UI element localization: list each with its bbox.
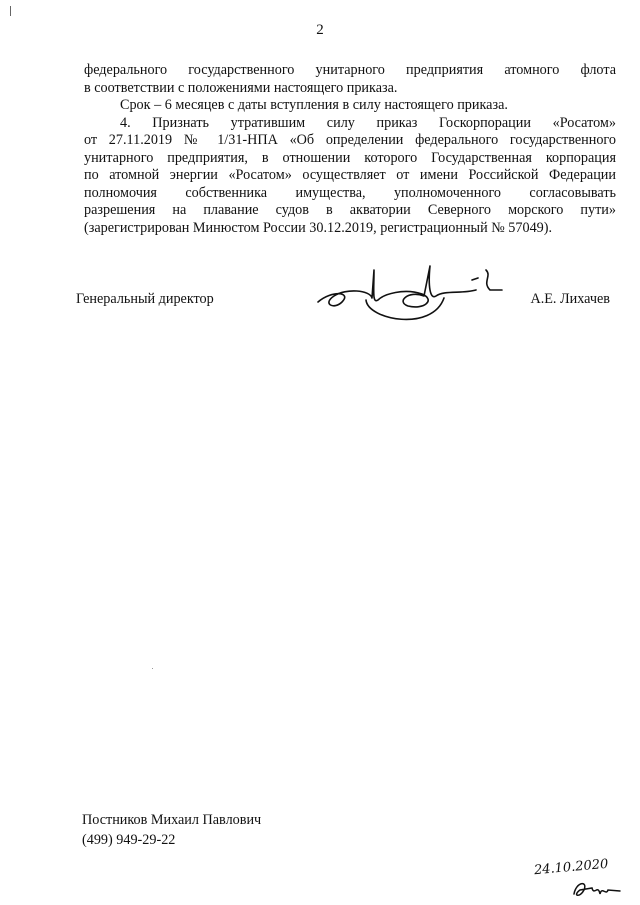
signatory-position: Генеральный директор xyxy=(76,291,214,307)
body-line: полномочия собственника имущества, уполномоченного согласовывать xyxy=(84,184,616,201)
page-number: 2 xyxy=(316,22,324,38)
document-body xyxy=(84,62,616,237)
scan-mark xyxy=(10,6,11,16)
handwritten-date: 24.10.2020 xyxy=(533,856,609,879)
signature-block xyxy=(76,290,616,326)
body-line: разрешения на плавание судов в акватории Северного морского пути» xyxy=(84,202,616,218)
handwritten-initials xyxy=(570,876,626,902)
executor-phone: (499) 949-29-22 xyxy=(82,832,176,848)
body-line: (зарегистрирован Минюстом России 30.12.2019, регистрационный № 57049). xyxy=(84,219,553,236)
executor-name: Постников Михаил Павлович xyxy=(82,812,262,828)
body-line: в соответствии с положениями настоящего приказа. xyxy=(84,79,398,96)
signature-image xyxy=(312,260,512,326)
body-line: по атомной энергии «Росатом» осуществляет от имени Российской Федерации xyxy=(84,167,616,183)
signatory-name: А.Е. Лихачев xyxy=(530,291,610,307)
body-line: от 27.11.2019 № 1/31-НПА «Об определении федерального государственного xyxy=(84,132,616,148)
body-line: 4. Признать утратившим силу приказ Госкорпорации «Росатом» xyxy=(120,114,616,131)
scan-dot xyxy=(152,668,153,669)
deadline-paragraph: Срок – 6 месяцев с даты вступления в силу настоящего приказа. xyxy=(120,97,508,113)
body-line: федерального государственного унитарного предприятия атомного флота xyxy=(84,62,616,78)
body-line: унитарного предприятия, в отношении которого Государственная корпорация xyxy=(84,149,616,166)
executor-block xyxy=(82,810,261,850)
